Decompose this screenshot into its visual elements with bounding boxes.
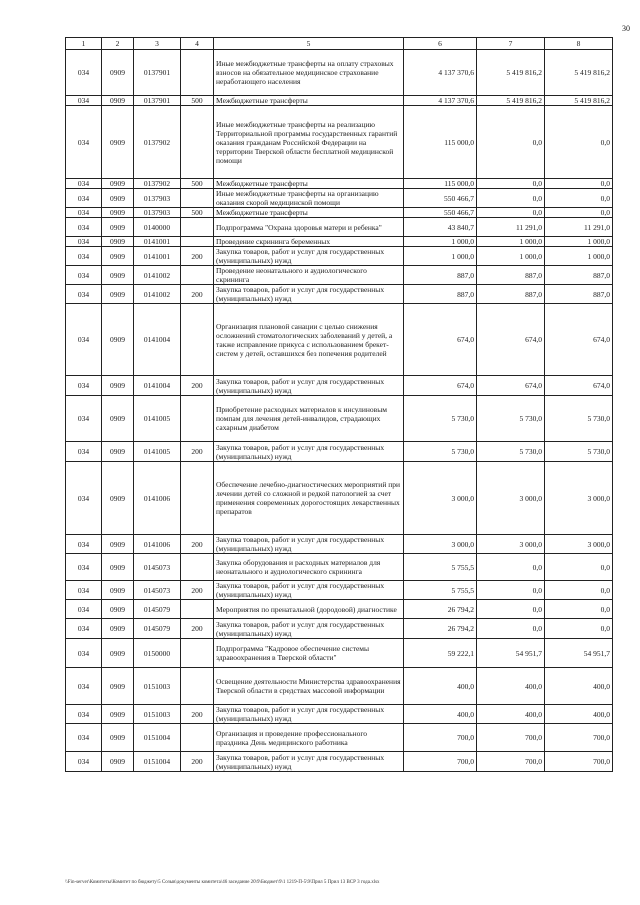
table-row (66, 705, 613, 724)
expense-type-cell (181, 554, 214, 581)
amount-year3-cell: 1 000,0 (545, 247, 613, 266)
admin-code-cell: 034 (66, 554, 102, 581)
target-code-cell: 0145079 (134, 619, 181, 639)
section-code-cell: 0909 (102, 724, 134, 752)
amount-year1-cell: 674,0 (404, 376, 477, 396)
expense-type-cell: 500 (181, 179, 214, 189)
table-row (66, 600, 613, 619)
amount-year2-cell: 54 951,7 (477, 639, 545, 668)
amount-year1-cell: 550 466,7 (404, 208, 477, 218)
table-row (66, 554, 613, 581)
amount-year3-cell: 5 730,0 (545, 442, 613, 462)
admin-code-cell: 034 (66, 462, 102, 535)
target-code-cell: 0137902 (134, 179, 181, 189)
target-code-cell: 0145073 (134, 554, 181, 581)
section-code-cell: 0909 (102, 237, 134, 247)
admin-code-cell: 034 (66, 285, 102, 304)
amount-year1-cell: 400,0 (404, 705, 477, 724)
section-code-cell: 0909 (102, 462, 134, 535)
table-row (66, 581, 613, 600)
description-cell: Проведение скрининга беременных (214, 237, 404, 247)
amount-year1-cell: 674,0 (404, 304, 477, 376)
table-row (66, 208, 613, 218)
amount-year1-cell: 887,0 (404, 266, 477, 285)
admin-code-cell: 034 (66, 106, 102, 179)
description-cell: Подпрограмма "Охрана здоровья матери и ребенка" (214, 218, 404, 237)
expense-type-cell: 200 (181, 535, 214, 554)
table-row (66, 668, 613, 705)
amount-year1-cell: 550 466,7 (404, 189, 477, 208)
expense-type-cell (181, 600, 214, 619)
amount-year1-cell: 3 000,0 (404, 535, 477, 554)
section-code-cell: 0909 (102, 247, 134, 266)
table-row (66, 724, 613, 752)
admin-code-cell: 034 (66, 376, 102, 396)
amount-year3-cell: 5 419 816,2 (545, 50, 613, 96)
description-cell: Закупка товаров, работ и услуг для государственных (муниципальных) нужд (214, 247, 404, 266)
target-code-cell: 0145073 (134, 581, 181, 600)
admin-code-cell: 034 (66, 304, 102, 376)
table-row (66, 462, 613, 535)
admin-code-cell: 034 (66, 50, 102, 96)
header-cell: 8 (545, 38, 613, 50)
expense-type-cell (181, 724, 214, 752)
target-code-cell: 0141001 (134, 247, 181, 266)
admin-code-cell: 034 (66, 96, 102, 106)
amount-year1-cell: 26 794,2 (404, 619, 477, 639)
admin-code-cell: 034 (66, 724, 102, 752)
description-cell: Закупка товаров, работ и услуг для государственных (муниципальных) нужд (214, 752, 404, 772)
target-code-cell: 0137902 (134, 106, 181, 179)
expense-type-cell (181, 218, 214, 237)
amount-year1-cell: 59 222,1 (404, 639, 477, 668)
expense-type-cell (181, 50, 214, 96)
amount-year3-cell: 0,0 (545, 619, 613, 639)
amount-year2-cell: 1 000,0 (477, 247, 545, 266)
amount-year3-cell: 0,0 (545, 581, 613, 600)
table-row (66, 179, 613, 189)
target-code-cell: 0137903 (134, 189, 181, 208)
admin-code-cell: 034 (66, 619, 102, 639)
amount-year3-cell: 0,0 (545, 106, 613, 179)
header-cell: 3 (134, 38, 181, 50)
expense-type-cell: 200 (181, 285, 214, 304)
amount-year2-cell: 11 291,0 (477, 218, 545, 237)
target-code-cell: 0141006 (134, 462, 181, 535)
target-code-cell: 0151004 (134, 752, 181, 772)
amount-year3-cell: 3 000,0 (545, 535, 613, 554)
amount-year3-cell: 11 291,0 (545, 218, 613, 237)
amount-year3-cell: 3 000,0 (545, 462, 613, 535)
amount-year3-cell: 54 951,7 (545, 639, 613, 668)
expense-type-cell (181, 266, 214, 285)
section-code-cell: 0909 (102, 619, 134, 639)
section-code-cell: 0909 (102, 442, 134, 462)
description-cell: Иные межбюджетные трансферты на реализацию Территориальной программы государственных гарантий оказания гражданам Российской Федерации на территории Тверской области бесплатной медицинской помощи (214, 106, 404, 179)
amount-year3-cell: 400,0 (545, 668, 613, 705)
amount-year1-cell: 700,0 (404, 752, 477, 772)
expense-type-cell (181, 639, 214, 668)
amount-year1-cell: 400,0 (404, 668, 477, 705)
expense-type-cell: 500 (181, 208, 214, 218)
amount-year1-cell: 1 000,0 (404, 237, 477, 247)
amount-year3-cell: 674,0 (545, 304, 613, 376)
table-row (66, 96, 613, 106)
description-cell: Иные межбюджетные трансферты на оплату страховых взносов на обязательное медицинское страхование неработающего населения (214, 50, 404, 96)
table-row (66, 106, 613, 179)
admin-code-cell: 034 (66, 208, 102, 218)
description-cell: Иные межбюджетные трансферты на организацию оказания скорой медицинской помощи (214, 189, 404, 208)
expense-type-cell: 200 (181, 581, 214, 600)
target-code-cell: 0141005 (134, 396, 181, 442)
expense-type-cell: 200 (181, 705, 214, 724)
table-row (66, 218, 613, 237)
amount-year1-cell: 3 000,0 (404, 462, 477, 535)
amount-year2-cell: 1 000,0 (477, 237, 545, 247)
section-code-cell: 0909 (102, 106, 134, 179)
amount-year3-cell: 887,0 (545, 266, 613, 285)
header-row (66, 38, 613, 50)
amount-year3-cell: 0,0 (545, 554, 613, 581)
table-row (66, 285, 613, 304)
target-code-cell: 0141004 (134, 304, 181, 376)
amount-year2-cell: 3 000,0 (477, 462, 545, 535)
target-code-cell: 0141005 (134, 442, 181, 462)
budget-table (65, 37, 613, 772)
expense-type-cell: 500 (181, 96, 214, 106)
amount-year1-cell: 5 730,0 (404, 442, 477, 462)
amount-year1-cell: 4 137 370,6 (404, 96, 477, 106)
expense-type-cell (181, 106, 214, 179)
amount-year3-cell: 700,0 (545, 724, 613, 752)
amount-year1-cell: 43 840,7 (404, 218, 477, 237)
amount-year2-cell: 400,0 (477, 705, 545, 724)
section-code-cell: 0909 (102, 752, 134, 772)
admin-code-cell: 034 (66, 396, 102, 442)
section-code-cell: 0909 (102, 396, 134, 442)
table-row (66, 376, 613, 396)
admin-code-cell: 034 (66, 266, 102, 285)
expense-type-cell: 200 (181, 247, 214, 266)
amount-year3-cell: 700,0 (545, 752, 613, 772)
description-cell: Подпрограмма "Кадровое обеспечение системы здравоохранения в Тверской области" (214, 639, 404, 668)
amount-year1-cell: 1 000,0 (404, 247, 477, 266)
section-code-cell: 0909 (102, 581, 134, 600)
section-code-cell: 0909 (102, 304, 134, 376)
description-cell: Закупка товаров, работ и услуг для государственных (муниципальных) нужд (214, 376, 404, 396)
target-code-cell: 0141001 (134, 237, 181, 247)
target-code-cell: 0151004 (134, 724, 181, 752)
header-cell: 5 (214, 38, 404, 50)
description-cell: Закупка товаров, работ и услуг для государственных (муниципальных) нужд (214, 442, 404, 462)
expense-type-cell (181, 668, 214, 705)
amount-year3-cell: 5 730,0 (545, 396, 613, 442)
admin-code-cell: 034 (66, 639, 102, 668)
amount-year3-cell: 1 000,0 (545, 237, 613, 247)
section-code-cell: 0909 (102, 218, 134, 237)
page-number: 30 (622, 24, 630, 33)
description-cell: Проведение неонатального и аудиологического скрининга (214, 266, 404, 285)
target-code-cell: 0150000 (134, 639, 181, 668)
amount-year3-cell: 887,0 (545, 285, 613, 304)
target-code-cell: 0151003 (134, 705, 181, 724)
admin-code-cell: 034 (66, 705, 102, 724)
amount-year1-cell: 5 755,5 (404, 554, 477, 581)
table-row (66, 50, 613, 96)
amount-year2-cell: 0,0 (477, 619, 545, 639)
target-code-cell: 0137901 (134, 50, 181, 96)
description-cell: Межбюджетные трансферты (214, 208, 404, 218)
description-cell: Обеспечение лечебно-диагностических мероприятий при лечении детей со сложной и редкой патологией за счет применения современных дорогостоящих лекарственных препаратов (214, 462, 404, 535)
amount-year2-cell: 0,0 (477, 600, 545, 619)
amount-year1-cell: 700,0 (404, 724, 477, 752)
amount-year2-cell: 887,0 (477, 266, 545, 285)
section-code-cell: 0909 (102, 50, 134, 96)
admin-code-cell: 034 (66, 218, 102, 237)
section-code-cell: 0909 (102, 554, 134, 581)
expense-type-cell: 200 (181, 442, 214, 462)
admin-code-cell: 034 (66, 581, 102, 600)
expense-type-cell: 200 (181, 376, 214, 396)
description-cell: Приобретение расходных материалов к инсулиновым помпам для лечения детей-инвалидов, страдающих сахарным диабетом (214, 396, 404, 442)
section-code-cell: 0909 (102, 189, 134, 208)
admin-code-cell: 034 (66, 247, 102, 266)
section-code-cell: 0909 (102, 639, 134, 668)
amount-year1-cell: 5 755,5 (404, 581, 477, 600)
description-cell: Освещение деятельности Министерства здравоохранения Тверской области в средствах массовой информации (214, 668, 404, 705)
table-row (66, 189, 613, 208)
target-code-cell: 0140000 (134, 218, 181, 237)
amount-year2-cell: 3 000,0 (477, 535, 545, 554)
expense-type-cell: 200 (181, 752, 214, 772)
amount-year2-cell: 674,0 (477, 304, 545, 376)
description-cell: Закупка товаров, работ и услуг для государственных (муниципальных) нужд (214, 705, 404, 724)
amount-year2-cell: 0,0 (477, 189, 545, 208)
amount-year3-cell: 0,0 (545, 600, 613, 619)
amount-year2-cell: 5 419 816,2 (477, 50, 545, 96)
table-row (66, 442, 613, 462)
description-cell: Мероприятия по пренатальной (дородовой) диагностике (214, 600, 404, 619)
admin-code-cell: 034 (66, 752, 102, 772)
amount-year2-cell: 5 730,0 (477, 396, 545, 442)
amount-year2-cell: 674,0 (477, 376, 545, 396)
expense-type-cell (181, 237, 214, 247)
amount-year3-cell: 0,0 (545, 208, 613, 218)
section-code-cell: 0909 (102, 179, 134, 189)
target-code-cell: 0151003 (134, 668, 181, 705)
description-cell: Закупка товаров, работ и услуг для государственных (муниципальных) нужд (214, 285, 404, 304)
section-code-cell: 0909 (102, 208, 134, 218)
amount-year2-cell: 700,0 (477, 724, 545, 752)
target-code-cell: 0137901 (134, 96, 181, 106)
table-row (66, 619, 613, 639)
amount-year2-cell: 0,0 (477, 581, 545, 600)
amount-year2-cell: 5 419 816,2 (477, 96, 545, 106)
target-code-cell: 0141002 (134, 266, 181, 285)
amount-year1-cell: 115 000,0 (404, 106, 477, 179)
target-code-cell: 0137903 (134, 208, 181, 218)
section-code-cell: 0909 (102, 266, 134, 285)
amount-year2-cell: 887,0 (477, 285, 545, 304)
amount-year2-cell: 5 730,0 (477, 442, 545, 462)
section-code-cell: 0909 (102, 535, 134, 554)
section-code-cell: 0909 (102, 96, 134, 106)
admin-code-cell: 034 (66, 189, 102, 208)
expense-type-cell (181, 304, 214, 376)
admin-code-cell: 034 (66, 442, 102, 462)
table-row (66, 639, 613, 668)
amount-year3-cell: 674,0 (545, 376, 613, 396)
section-code-cell: 0909 (102, 668, 134, 705)
header-cell: 6 (404, 38, 477, 50)
header-cell: 4 (181, 38, 214, 50)
amount-year3-cell: 0,0 (545, 189, 613, 208)
amount-year2-cell: 0,0 (477, 208, 545, 218)
header-cell: 1 (66, 38, 102, 50)
target-code-cell: 0141002 (134, 285, 181, 304)
admin-code-cell: 034 (66, 668, 102, 705)
admin-code-cell: 034 (66, 179, 102, 189)
header-cell: 7 (477, 38, 545, 50)
section-code-cell: 0909 (102, 285, 134, 304)
target-code-cell: 0141004 (134, 376, 181, 396)
description-cell: Закупка товаров, работ и услуг для государственных (муниципальных) нужд (214, 581, 404, 600)
amount-year3-cell: 0,0 (545, 179, 613, 189)
amount-year3-cell: 5 419 816,2 (545, 96, 613, 106)
admin-code-cell: 034 (66, 600, 102, 619)
amount-year2-cell: 0,0 (477, 179, 545, 189)
amount-year2-cell: 0,0 (477, 554, 545, 581)
description-cell: Закупка товаров, работ и услуг для государственных (муниципальных) нужд (214, 535, 404, 554)
expense-type-cell (181, 396, 214, 442)
description-cell: Межбюджетные трансферты (214, 96, 404, 106)
section-code-cell: 0909 (102, 705, 134, 724)
amount-year1-cell: 887,0 (404, 285, 477, 304)
header-cell: 2 (102, 38, 134, 50)
section-code-cell: 0909 (102, 600, 134, 619)
target-code-cell: 0141006 (134, 535, 181, 554)
target-code-cell: 0145079 (134, 600, 181, 619)
amount-year1-cell: 5 730,0 (404, 396, 477, 442)
table-row (66, 237, 613, 247)
table-row (66, 247, 613, 266)
amount-year2-cell: 700,0 (477, 752, 545, 772)
footer-file-path: \\Fin-server\Комитеты\Комитет по бюджету\5 Созыв\документы комитета\46 заседание 20\9\Бюджет\9\1 1219-П-5\9\Прил 5 Прил 13 ВСР 3 года.xlsx (65, 880, 380, 885)
table-row (66, 752, 613, 772)
table-row (66, 304, 613, 376)
amount-year1-cell: 115 000,0 (404, 179, 477, 189)
admin-code-cell: 034 (66, 237, 102, 247)
table-row (66, 266, 613, 285)
table-row (66, 396, 613, 442)
amount-year1-cell: 4 137 370,6 (404, 50, 477, 96)
amount-year1-cell: 26 794,2 (404, 600, 477, 619)
amount-year2-cell: 0,0 (477, 106, 545, 179)
amount-year3-cell: 400,0 (545, 705, 613, 724)
admin-code-cell: 034 (66, 535, 102, 554)
description-cell: Межбюджетные трансферты (214, 179, 404, 189)
expense-type-cell (181, 462, 214, 535)
description-cell: Организация и проведение профессионального праздника День медицинского работника (214, 724, 404, 752)
description-cell: Закупка товаров, работ и услуг для государственных (муниципальных) нужд (214, 619, 404, 639)
table-row (66, 535, 613, 554)
section-code-cell: 0909 (102, 376, 134, 396)
amount-year2-cell: 400,0 (477, 668, 545, 705)
description-cell: Закупка оборудования и расходных материалов для неонатального и аудиологического скрининга (214, 554, 404, 581)
expense-type-cell: 200 (181, 619, 214, 639)
expense-type-cell (181, 189, 214, 208)
description-cell: Организация плановой санации с целью снижения осложнений стоматологических заболеваний у детей, а также исправление прикуса с использованием брекет-систем у детей, оставшихся без попечения родителей (214, 304, 404, 376)
